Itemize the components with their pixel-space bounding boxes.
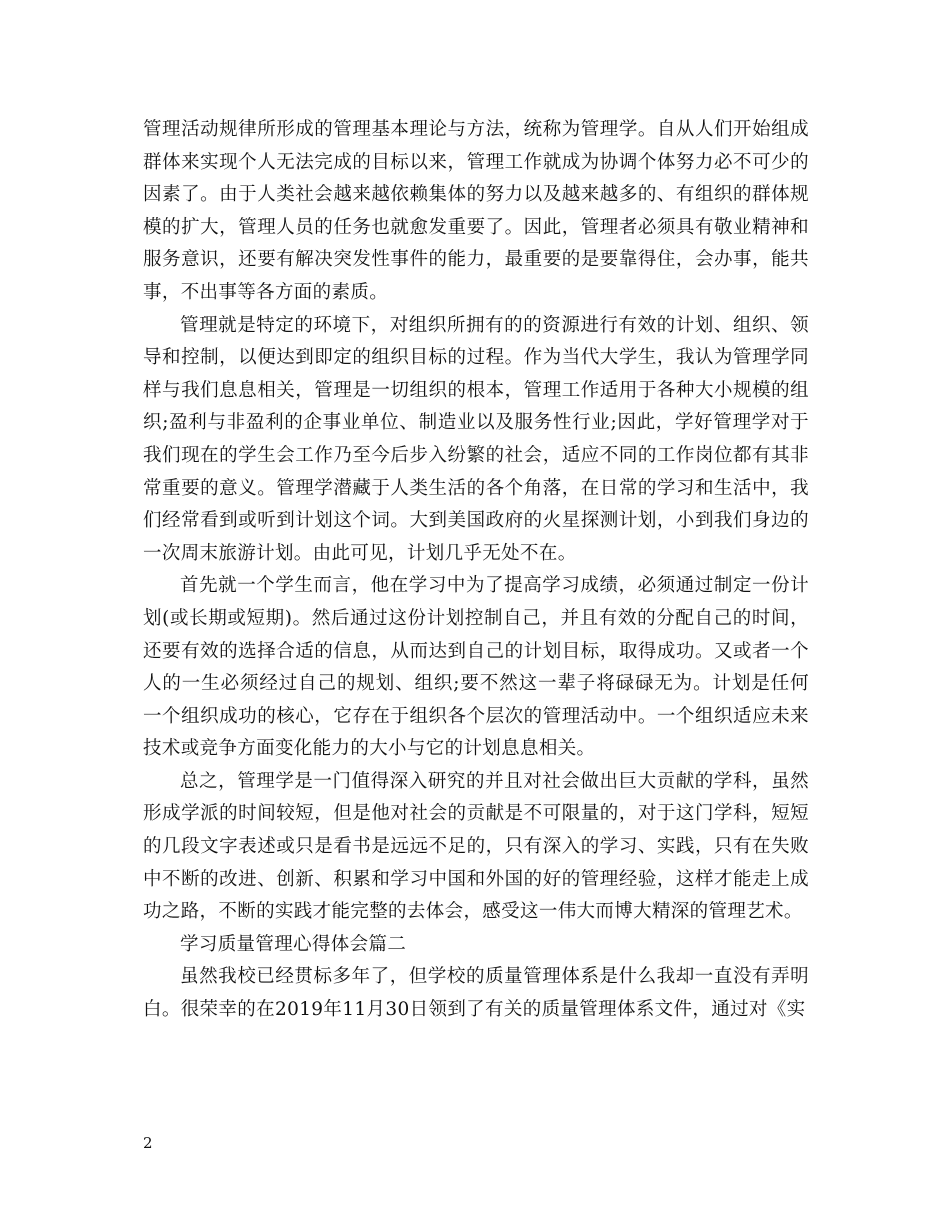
document-body [143,114,809,1027]
paragraph-management-definition: 管理就是特定的环境下，对组织所拥有的的资源进行有效的计划、组织、领导和控制，以便达到即定的组织目标的过程。作为当代大学生，我认为管理学同样与我们息息相关，管理是一切组织的根本，管理工作适用于各种大小规模的组织;盈利与非盈利的企事业单位、制造业以及服务性行业;因此，学好管理学对于我们现在的学生会工作乃至今后步入纷繁的社会，适应不同的工作岗位都有其非常重要的意义。管理学潜藏于人类生活的各个角落，在日常的学习和生活中，我们经常看到或听到计划这个词。大到美国政府的火星探测计划，小到我们身边的一次周末旅游计划。由此可见，计划几乎无处不在。 [143,314,809,564]
page-number: 2 [143,1134,153,1152]
paragraph-continuation: 管理活动规律所形成的管理基本理论与方法，统称为管理学。自从人们开始组成群体来实现个人无法完成的目标以来，管理工作就成为协调个体努力必不可少的因素了。由于人类社会越来越依赖集体的努力以及越来越多的、有组织的群体规模的扩大，管理人员的任务也就愈发重要了。因此，管理者必须具有敬业精神和服务意识，还要有解决突发性事件的能力，最重要的是要靠得住，会办事，能共事，不出事等各方面的素质。 [143,119,809,303]
paragraph-student-planning: 首先就一个学生而言，他在学习中为了提高学习成绩，必须通过制定一份计划(或长期或短期)。然后通过这份计划控制自己，并且有效的分配自己的时间，还要有效的选择合适的信息，从而达到自己的计划目标，取得成功。又或者一个人的一生必须经过自己的规划、组织;要不然这一辈子将碌碌无为。计划是任何一个组织成功的核心，它存在于组织各个层次的管理活动中。一个组织适应未来技术或竞争方面变化能力的大小与它的计划息息相关。 [143,575,809,760]
paragraph-quality-system: 虽然我校已经贯标多年了，但学校的质量管理体系是什么我却一直没有弄明白。很荣幸的在2019年11月30日领到了有关的质量管理体系文件，通过对《实 [143,966,809,1021]
section-heading: 学习质量管理心得体会篇二 [180,933,407,955]
paragraph-conclusion: 总之，管理学是一门值得深入研究的并且对社会做出巨大贡献的学科，虽然形成学派的时间较短，但是他对社会的贡献是不可限量的，对于这门学科，短短的几段文字表述或只是看书是远远不足的，只有深入的学习、实践，只有在失败中不断的改进、创新、积累和学习中国和外国的好的管理经验，这样才能走上成功之路，不断的实践才能完整的去体会，感受这一伟大而博大精深的管理艺术。 [143,770,809,923]
